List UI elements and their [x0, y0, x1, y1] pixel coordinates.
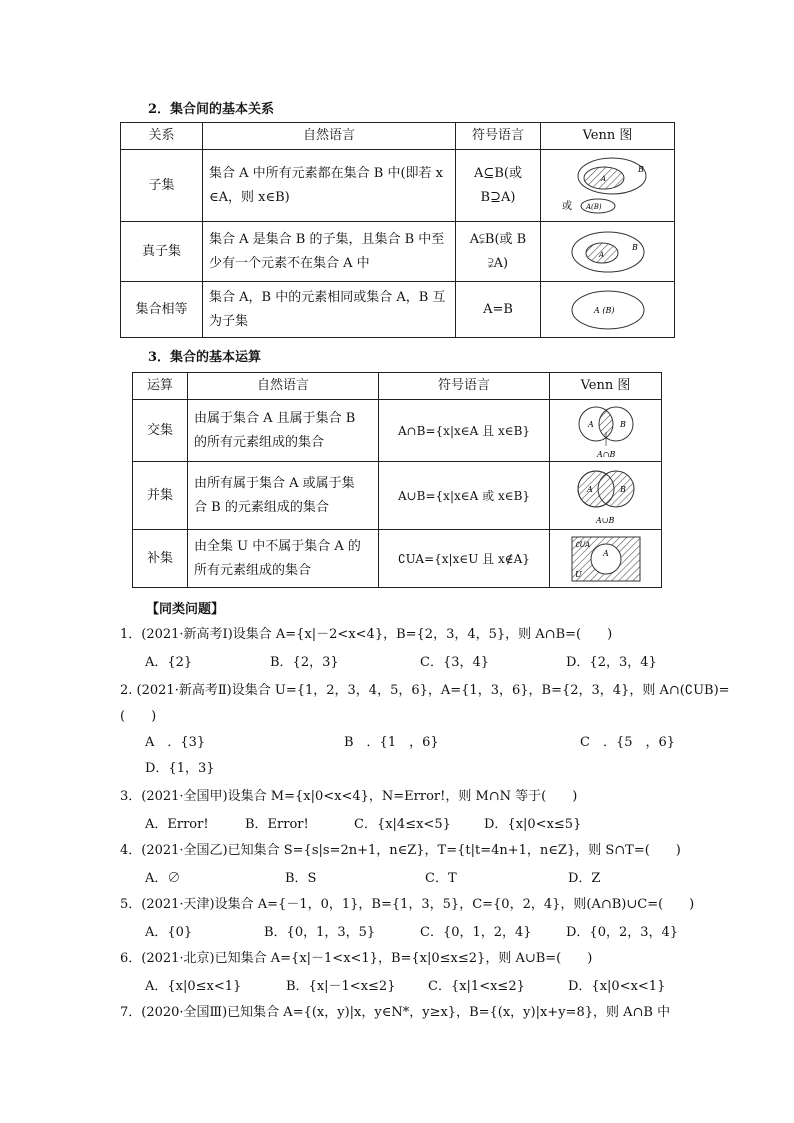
- q2-option-d: D．{1，3}: [145, 761, 215, 776]
- q4-option-b: B．S: [285, 871, 317, 886]
- q1-option-a: A．{2}: [145, 655, 193, 670]
- q3-option-a: A．Error!: [145, 817, 209, 832]
- venn-complement: [550, 530, 662, 588]
- svg-text:A: A: [587, 419, 594, 429]
- row-proper-subset-symbol: A⫋B(或 B ⫌A): [456, 222, 541, 282]
- q6-option-b: B．{x|－1<x≤2}: [286, 979, 396, 994]
- q4-option-d: D．Z: [568, 871, 601, 886]
- q5-option-c: C．{0，1，2，4}: [420, 925, 532, 940]
- q1-option-b: B．{2，3}: [270, 655, 339, 670]
- svg-text:A(B): A(B): [585, 202, 602, 211]
- question-2: 2. (2021·新高考Ⅱ)设集合 U={1，2，3，4，5，6}，A={1，3，6}，B={2，3，4}，则 A∩(∁UB)=: [120, 683, 730, 698]
- q2-option-b: B ．{1 ，6}: [344, 735, 439, 750]
- q4-option-c: C．T: [425, 871, 457, 886]
- header-symbol: 符号语言: [456, 123, 541, 150]
- svg-text:A∪B: A∪B: [595, 515, 614, 525]
- q2-option-a: A ．{3}: [145, 735, 206, 750]
- venn-equal: [541, 282, 675, 338]
- q3-option-d: D．{x|0<x≤5}: [484, 817, 582, 832]
- row-union-text: 由所有属于集合 A 或属于集 合 B 的元素组成的集合: [188, 462, 379, 530]
- svg-text:A: A: [602, 548, 609, 558]
- svg-text:B: B: [619, 484, 626, 494]
- question-5: 5．(2021·天津)设集合 A={－1，0，1}，B={1，3，5}，C={0，2，4}，则(A∩B)∪C=( ): [120, 897, 695, 912]
- row-subset-text: 集合 A 中所有元素都在集合 B 中(即若 x ∈A，则 x∈B): [203, 150, 456, 222]
- svg-text:B: B: [631, 242, 638, 252]
- question-2-paren: ( ): [120, 709, 157, 724]
- row-intersection-symbol: A∩B={x|x∈A 且 x∈B}: [379, 400, 550, 462]
- svg-text:B: B: [619, 419, 626, 429]
- row-complement-symbol: ∁UA={x|x∈U 且 x∉A}: [379, 530, 550, 588]
- row-complement-text: 由全集 U 中不属于集合 A 的 所有元素组成的集合: [188, 530, 379, 588]
- svg-text:A: A: [598, 250, 604, 259]
- section2-heading: 2．集合间的基本关系: [148, 102, 275, 117]
- row-proper-subset-text: 集合 A 是集合 B 的子集，且集合 B 中至 少有一个元素不在集合 A 中: [203, 222, 456, 282]
- header-natural: 自然语言: [188, 373, 379, 400]
- header-venn: Venn 图: [541, 123, 675, 150]
- row-intersection-text: 由属于集合 A 且属于集合 B 的所有元素组成的集合: [188, 400, 379, 462]
- row-union-symbol: A∪B={x|x∈A 或 x∈B}: [379, 462, 550, 530]
- svg-text:U: U: [574, 569, 582, 579]
- q3-option-b: B．Error!: [245, 817, 309, 832]
- row-proper-subset-name: 真子集: [121, 222, 203, 282]
- venn-intersection: [550, 400, 662, 462]
- question-3: 3．(2021·全国甲)设集合 M={x|0<x<4}，N=Error!，则 M∩N 等于( ): [120, 789, 578, 804]
- header-venn: Venn 图: [550, 373, 662, 400]
- q4-option-a: A．∅: [145, 871, 181, 886]
- venn-proper-subset: [541, 222, 675, 282]
- q5-option-b: B．{0，1，3，5}: [264, 925, 376, 940]
- svg-text:A (B): A (B): [593, 305, 614, 315]
- question-1: 1．(2021·新高考Ⅰ)设集合 A={x|－2<x<4}，B={2，3，4，5}，则 A∩B=( ): [120, 627, 613, 642]
- q5-option-a: A．{0}: [145, 925, 193, 940]
- similar-problems-label: 【同类问题】: [146, 602, 225, 617]
- operation-table: [132, 372, 662, 588]
- q6-option-a: A．{x|0≤x<1}: [145, 979, 242, 994]
- row-equal-text: 集合 A，B 中的元素相同或集合 A，B 互 为子集: [203, 282, 456, 338]
- svg-text:A: A: [600, 174, 606, 183]
- q1-option-c: C．{3，4}: [420, 655, 490, 670]
- header-natural: 自然语言: [203, 123, 456, 150]
- row-complement-name: 补集: [133, 530, 188, 588]
- svg-text:∁UA: ∁UA: [574, 540, 590, 549]
- row-intersection-name: 交集: [133, 400, 188, 462]
- svg-text:A: A: [586, 484, 593, 494]
- row-subset-name: 子集: [121, 150, 203, 222]
- q3-option-c: C．{x|4≤x<5}: [354, 817, 451, 832]
- relation-table: [120, 122, 675, 338]
- svg-text:B: B: [637, 164, 644, 174]
- row-union-name: 并集: [133, 462, 188, 530]
- q6-option-d: D．{x|0<x<1}: [568, 979, 666, 994]
- row-subset-symbol: A⊆B(或 B⊇A): [456, 150, 541, 222]
- section3-heading: 3．集合的基本运算: [148, 350, 262, 365]
- q5-option-d: D．{0，2，3，4}: [566, 925, 679, 940]
- question-6: 6．(2021·北京)已知集合 A={x|－1<x<1}，B={x|0≤x≤2}，则 A∪B=( ): [120, 951, 593, 966]
- venn-union: [550, 462, 662, 530]
- row-equal-symbol: A=B: [456, 282, 541, 338]
- svg-text:A∩B: A∩B: [596, 449, 615, 459]
- header-symbol: 符号语言: [379, 373, 550, 400]
- question-4: 4．(2021·全国乙)已知集合 S={s|s=2n+1，n∈Z}，T={t|t=4n+1，n∈Z}，则 S∩T=( ): [120, 843, 681, 858]
- svg-text:或: 或: [561, 200, 572, 212]
- q6-option-c: C．{x|1<x≤2}: [428, 979, 525, 994]
- q1-option-d: D．{2，3，4}: [566, 655, 657, 670]
- question-7: 7．(2020·全国Ⅲ)已知集合 A={(x，y)|x，y∈N*，y≥x}，B={(x，y)|x+y=8}，则 A∩B 中: [120, 1005, 671, 1020]
- header-relation: 关系: [121, 123, 203, 150]
- row-equal-name: 集合相等: [121, 282, 203, 338]
- q2-option-c: C ．{5 ，6}: [580, 735, 676, 750]
- venn-subset: [541, 150, 675, 222]
- header-operation: 运算: [133, 373, 188, 400]
